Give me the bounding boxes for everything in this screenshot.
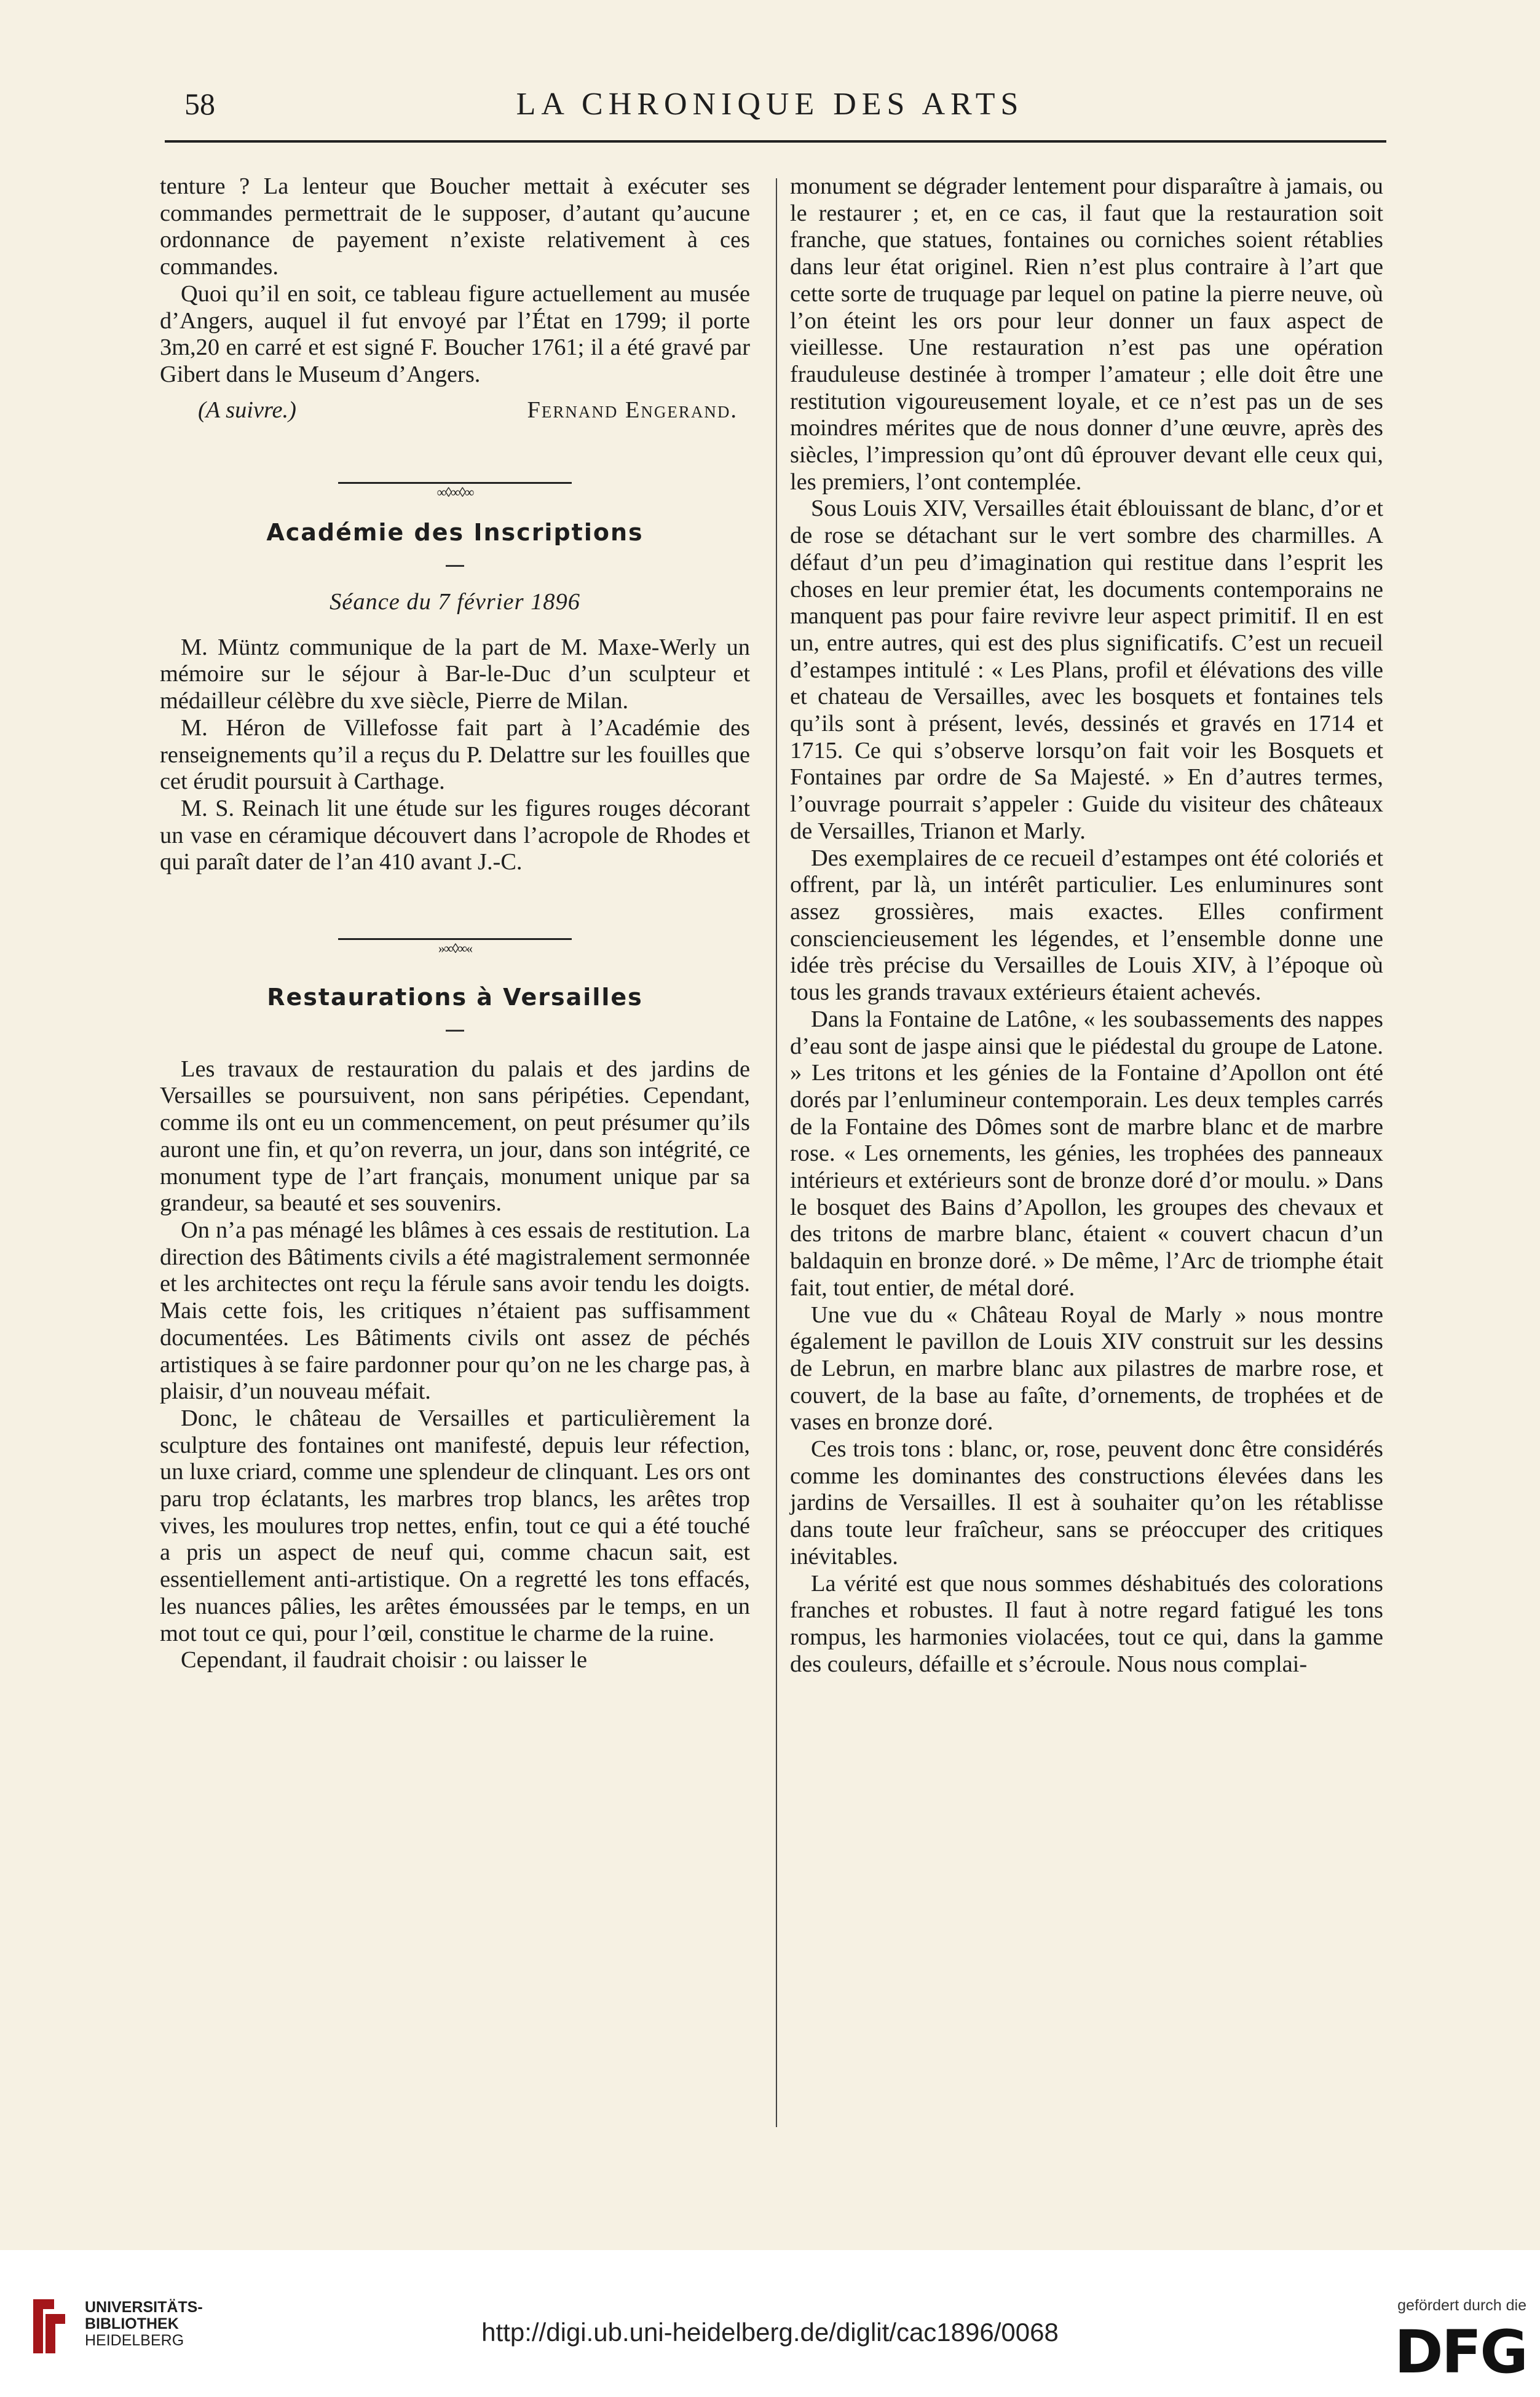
paragraph: M. S. Reinach lit une étude sur les figures rouges décorant un vase en céramique découvert dans l’acropole de Rhodes et qui paraît dater de l’an 410 avant J.-C.: [160, 795, 750, 875]
paragraph: M. Müntz communique de la part de M. Maxe-Werly un mémoire sur le séjour à Bar-le-Duc d’un sculpteur et médailleur célèbre du xve siècle, Pierre de Milan.: [160, 634, 750, 714]
header-rule: [165, 140, 1386, 143]
paragraph: M. Héron de Villefosse fait part à l’Académie des renseignements qu’il a reçus du P. Delattre sur les fouilles que cet érudit poursuit à Carthage.: [160, 714, 750, 795]
column-divider: [776, 178, 777, 2127]
paragraph: On n’a pas ménagé les blâmes à ces essais de restitution. La direction des Bâtiments civils a été magistralement sermonnée et les architectes ont reçu la férule sans avoir tendu les doigts. Mais cette fois, les critiques n’étaient pas suffisamment documentées. Les Bâtiments civils ont assez de péchés artistiques à se faire pardonner pour qu’on ne les charge pas, à plaisir, d’un nouveau méfait.: [160, 1217, 750, 1405]
paragraph: Cependant, il faudrait choisir : ou laisser le: [181, 1647, 587, 1673]
ornament-divider: ∞◊∞◊∞: [338, 476, 572, 489]
author-name: Fernand Engerand.: [527, 397, 738, 423]
paragraph: Donc, le château de Versailles et particulièrement la sculpture des fontaines ont manifesté, depuis leur réfection, un luxe criard, comme une splendeur de clinquant. Les ors ont paru trop éclatants, les marbres trop blancs, les arêtes trop vives, les moulures trop nettes, enfin, tout ce qui a été touché a pris un aspect de neuf qui, comme chacun sait, est essentiellement anti-artistique. On a regretté les tons effacés, les nuances pâlies, les arêtes émoussées par le temps, en un mot tout ce qui, pour l’œil, constitue le charme de la ruine.: [160, 1405, 750, 1646]
running-head: [0, 86, 1540, 129]
library-name: UNIVERSITÄTS- BIBLIOTHEK HEIDELBERG: [85, 2299, 203, 2349]
paragraph: Sous Louis XIV, Versailles était éblouissant de blanc, d’or et de rose se détachant sur le vert sombre des charmilles. A défaut d’un peu d’imagination qui restitue dans l’esprit les choses en leur premier état, les documents contemporains ne manquent pas pour faire revivre leur aspect primitif. Il en est un, entre autres, qui est des plus significatifs. C’est un recueil d’estampes intitulé : « Les Plans, profil et élévations des ville et chateau de Versailles, avec les bosquets et fontaines tels qu’ils sont à présent, levés, dessinés et gravés en 1714 et 1715. Ce qui s’observe lorsqu’on fait voir les Bosquets et Fontaines par ordre de Sa Majesté. » En d’autres termes, l’ouvrage pourrait s’appeler : Guide du visiteur des châteaux de Versailles, Trianon et Marly.: [790, 496, 1383, 844]
viewer-footer: [0, 2250, 1540, 2397]
paragraph: Ces trois tons : blanc, or, rose, peuvent donc être considérés comme les dominantes des constructions élevées dans les jardins de Versailles. Il est à souhaiter qu’on les rétablisse dans toute leur fraîcheur, sans se préoccuper des critiques inévitables.: [790, 1436, 1383, 1570]
paragraph: Des exemplaires de ce recueil d’estampes ont été coloriés et offrent, par là, un intérêt particulier. Les enluminures sont assez grossières, mais exactes. Elles confirment consciencieusement les légendes, et l’ensemble donne une idée très précise du Versailles de Louis XIV, à l’époque où tous les grands travaux extérieurs étaient achevés.: [790, 845, 1383, 1006]
page-number: 58: [184, 87, 215, 121]
section-title-academie: Académie des Inscriptions: [266, 519, 644, 547]
title-dash: [446, 565, 464, 567]
paragraph: Les travaux de restauration du palais et des jardins de Versailles se poursuivent, non sans péripéties. Cependant, comme ils ont eu un commencement, on peut présumer qu’ils auront une fin, et qu’on reverra, un jour, dans son intégrité, ce monument type de l’art français, monument unique par sa grandeur, sa beauté et ses souvenirs.: [160, 1056, 750, 1217]
paragraph: tenture ? La lenteur que Boucher mettait à exécuter ses commandes permettrait de le supposer, d’autant qu’aucune ordonnance de payement n’existe relativement à ces commandes.: [160, 173, 750, 280]
paragraph: Dans la Fontaine de Latône, « les soubassements des nappes d’eau sont de jaspe ainsi que le piédestal du groupe de Latone. » Les tritons et les génies de la Fontaine d’Apollon ont été dorés par l’enlumineur contemporain. Les deux temples carrés de la Fontaine des Dômes sont de marbre blanc et de marbre rose. « Les ornements, les génies, les trophées des panneaux intérieurs et extérieurs sont de bronze doré d’or moulu. » Dans le bosquet des Bains d’Apollon, les groupes des chevaux et des tritons de marbre blanc, étaient « couvert chacun d’un baldaquin en bronze doré. » De même, l’Arc de triomphe était fait, tout entier, de métal doré.: [790, 1006, 1383, 1301]
session-date: Séance du 7 février 1896: [330, 589, 580, 615]
ornament-divider: »∞◊∞«: [338, 933, 572, 945]
section-title-restaurations: Restaurations à Versailles: [267, 984, 643, 1011]
right-column: [790, 173, 1383, 1678]
permalink-url[interactable]: http://digi.ub.uni-heidelberg.de/diglit/cac1896/0068: [481, 2318, 1059, 2347]
dfg-logo: DFG: [1394, 2318, 1526, 2387]
paragraph: Quoi qu’il en soit, ce tableau figure actuellement au musée d’Angers, auquel il fut envoyé par l’État en 1799; il porte 3m,20 en carré et est signé F. Boucher 1761; il a été gravé par Gibert dans le Museum d’Angers.: [160, 280, 750, 387]
funding-caption: gefördert durch die: [1397, 2297, 1526, 2314]
paragraph: La vérité est que nous sommes déshabitués des colorations franches et robustes. Il faut à notre regard fatigué les tons rompus, les harmonies violacées, tout ce qui, dans la gamme des couleurs, défaille et s’écroule. Nous nous complai-: [790, 1570, 1383, 1677]
left-column: [160, 173, 750, 1674]
paragraph: monument se dégrader lentement pour disparaître à jamais, ou le restaurer ; et, en ce cas, il faut que la restauration soit franche, que statues, fontaines ou corniches soient rétablies dans leur état originel. Rien n’est plus contraire à l’art que cette sorte de truquage par lequel on patine la pierre neuve, où l’on éteint les ors pour leur donner un faux aspect de vieillesse. Une restauration n’est pas une opération frauduleuse destinée à tromper l’amateur ; elle doit être une restitution vigoureusement loyale, et ce n’est pas un de ses moindres mérites que de nous donner d’une œuvre, après des siècles, l’impression qu’ont dû éprouver devant elle ceux qui, les premiers, l’ont contemplée.: [790, 173, 1383, 495]
to-be-continued-note: (A suivre.): [198, 397, 296, 423]
title-dash: [446, 1030, 464, 1032]
journal-title: LA CHRONIQUE DES ARTS: [516, 87, 1024, 122]
paragraph: Une vue du « Château Royal de Marly » nous montre également le pavillon de Louis XIV construit sur les dessins de Lebrun, en marbre blanc aux pilastres de marbre rose, et couvert, de la base au faîte, d’ornements, de trophées et de vases en bronze doré.: [790, 1301, 1383, 1435]
article-signature: [160, 397, 750, 424]
